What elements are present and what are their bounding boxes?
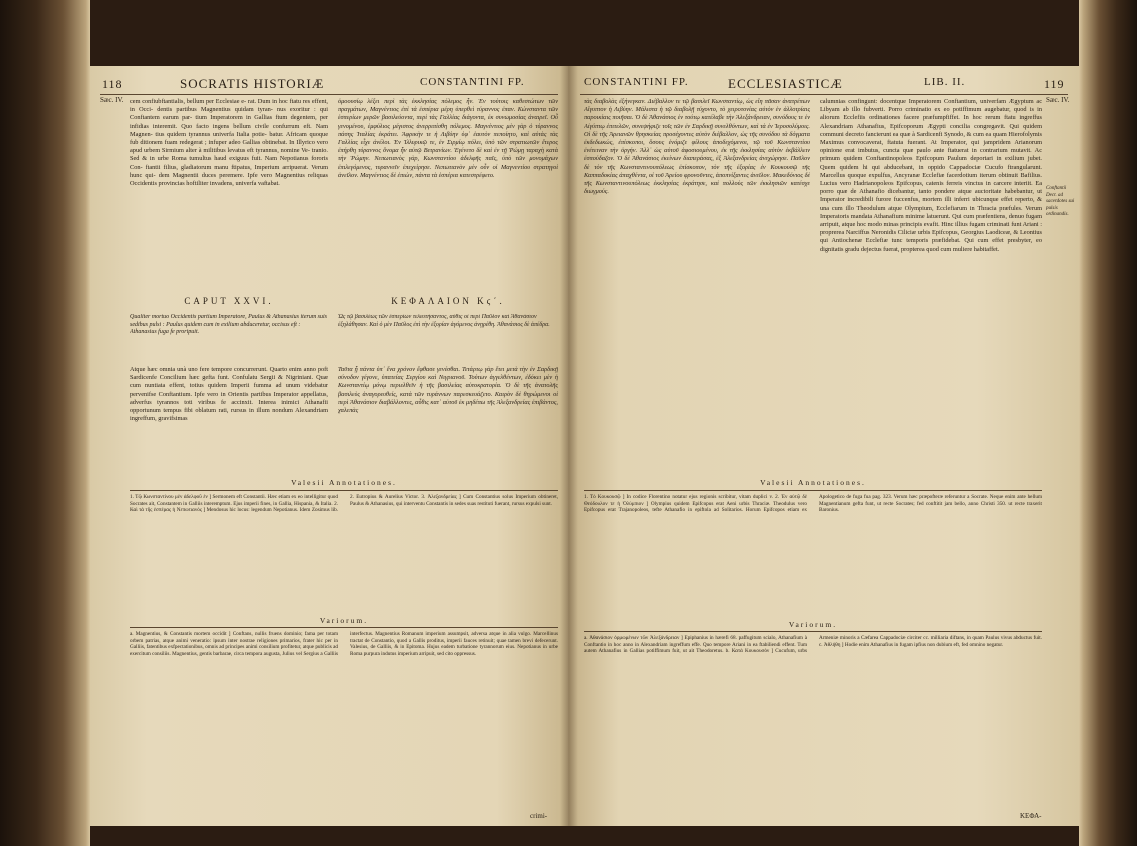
right-running-head-book: LIB. II.: [924, 76, 966, 88]
variorum-rule-right: [584, 631, 1042, 632]
left-page-stack-edge: [0, 0, 90, 846]
margin-note: Sæc. IV.: [100, 96, 124, 104]
left-page: [90, 66, 568, 826]
annotations-text-right: 1. Τὸ Κουκουσῷ ] In codice Florentino notatur ejus regionis scribitur, vitam duplici v. 2. Ἐν αὐτῷ δὲ Θεόδουλον τε ἡ Ὀλύμπιον ] Olympius quidem Epifcopus erat Aeni urbis Thraciæ. Theodulus vero Epifcopus erat Trajanopoleos, tefte Athanafio in epiftola ad Solitarios. Horum Epifcopos etiam ex Apologetico de fuga fua pag. 323. Verum hæc præpofteræ referuntur a Socrate. Neque enim ante hellum Magnentianum gefta funt, ut recte Socrates; fed conftitit jam bello, anno Christi 350. ut recte traxerit Baronius.: [584, 494, 1042, 514]
chapter-summary-latin: Qualiter mortuo Occidentis partium Imperatore, Paulus & Athanasius iterum suis sedibus pulsi : Paulus quidem cum in exilium abduceretur, occisus eft : Athanasius fuga fe proripuit.: [130, 314, 327, 336]
greek-column: τὰς διαβολὰς ἐξήνεγκαν. Διέβαλλον τε τῷ βασιλεῖ Κωνσταντίῳ, ὡς εἴη πᾶσαν ἀνατρέπων Αἴγυπτον ἡ Λιβύην. Μάλιστα ἡ τῷ διαβολῇ τύχοντο, τὸ χειροτονίας αὐτὸν ἐν ἀλλοτρίαις παροικίαις ποιῆσαι. Ὁ δὲ Ἀθανάσιος ἐν τούτῳ κατέλαβε τὴν Ἀλεξάνδρειαν, συνόδους τε ἐν Αἰγύπτῳ ἐπιτελῶν, συνεψήφιζε τοῖς τῶν ἐν Σαρδικῇ συνελθόντων, καὶ τὰ ἐν Ἱεροσολύμοις. Οἱ δὲ τῆς Ἀρειανῶν θρησκείας προσέχοντες αὐτὸν διέβαλλον, ὡς τῆς συνόδου τὰ δόγματα ἐκδεδωκώς, ἐπίσκοποι, ὅσους ἐνόμιζε φίλους ἀποδεχόμενοι, τῷ τοῦ Κωνσταντίου ἐνέτειναν τὴν ὀργήν. Ἀλλ᾽ ὡς αὐτοῦ ἀφοσιουμένου, ἐκ τῆς ἐκκλησίας αὐτὸν ἐκβάλλειν ἐσπούδαζον. Ὁ δὲ Ἀθανάσιος ἐκείνων διαπεράσας, ἐξ Ἀλεξανδρείας ἀνεχώρησε. Παῦλον δὲ τὸν τῆς Κωνσταντινουπόλεως ἐπίσκοπον, τὸν τῆς ἐξορίας ἐν Κουκουσῷ τῆς Καππαδοκίας ἀπαχθέντα, οἱ τοῦ Ἀρείου φρονοῦντες, ἀποπνίξαντες ἀνεῖλον. Μακεδόνιος δὲ τῆς Κωνσταντινουπόλεως ἐκκλησίας ἐκράτησε, καὶ πολλοὺς τῶν ἐκκλησιῶν κατέσχε διωγμούς.: [584, 98, 810, 196]
annotations-rule: [130, 490, 558, 491]
catch-word-right: ΚΕΦΑ-: [1020, 812, 1042, 820]
right-page: [568, 66, 1079, 826]
greek-column-bottom: Ταῦτα ᾗ πάντα ὑπ᾽ ἕνα χρόνον ἔφθασε γενέσθαι. Τετάρτῳ γὰρ ἔτει μετὰ τὴν ἐν Σαρδικῇ σύνοδον γέγονε, ὑπατείας Σεργίου καὶ Νιγριανοῦ. Τούτων ἀγγελθέντων, ἐδόκει μὲν ἡ Κωνσταντίῳ μόνῳ περιελθεῖν ἡ τῆς βασιλείας αὐτοκρατορία. Ὁ δὲ τῆς ἀνατολῆς βασιλεὺς ἀναγορευθείς, κατὰ τῶν τυράννων παρεσκευάζετο. Καιρὸν δὲ θηρώμενοι οἱ περὶ Ἀθανάσιον διαβάλλοντες, αὖθις κατ᾽ αὐτοῦ ἐκ μηδέπω τῆς Ἀλεξανδρείας ἐπιβάντος, χαλεπὰς: [338, 366, 558, 415]
annotations-title-right: Valesii Annotationes.: [760, 478, 866, 487]
catch-word: crimi-: [530, 812, 548, 820]
left-page-number: 118: [102, 77, 123, 91]
margin-note-right: Sæc. IV.: [1046, 96, 1070, 104]
variorum-text-right: a. Ἀθανάσιον ὁρμωμένων τῶν Ἀλεξάνδρειαν ] Epiphanius in hærefi 68. paffugitum scialo, Athanafium à Conftantio in hoc anno in Alexandriam ingreffum effe. Quo tempore Ariani in ea ftabiliendi effent. Tum autem Athanafius in Gallias potiffimum fuit, ut ait Theodoretus. b. Κατὰ Κουκουσὸν ] Cucufum, urbs Armeniæ minoris a Cæfarea Cappadociæ circiter cc. milliaria diftans, in quam Paulus vivus abductus fuit. c. Ἀθλήθη ] Hodie enim Athanafius in fugam ipfius non dubium eft, fed omnino negatur.: [584, 635, 1042, 655]
latin-column: calumnias confingunt: docentque Imperatorem Conftantium, univerfam Ægyptum ac Libyam ab illo fubverti. Porro criminatio ex eo potiffimum augebatur, quod is in aliorum Ecclefiis ordinationes facere præfumpfiffet. In hoc rerum ftatu ingreffus Alexandriam Athanafius, Epifcoporum Ægypti concilia congregavit. Qui quidem communi decreto fancierunt ea quæ à Sardicenfi Synodo, & cum ea quam Hierofolymis Maximus convocaverat, ftatuta fuerant. At Imperator, qui jampridem Arianorum opinione erat imbutus, cuncta quæ paulo ante ftatuerat in contrarium mutavit. Ac primum quidem Conftantinopoleos Epifcopum Paulum deportari in exilium jubet. Quem quidem hi qui abducebant, in oppido Cappadociæ Cucufo ftrangularunt. Marcellus quoque expulfus, Ancyranæ Ecclefiæ facerdotium iterum obtinuit Bafilius. Lucius vero Hadrianopoleos Epifcopus, catenis ferreis vinctus in carcere interiit. Ea porro quæ de Athanafio dicebantur, tanto pondere atque auctoritate habebantur, ut Imperator incredibili furore fuccenfus, mortem illi inferri ubicunque effet reperto, & una cum illo Theodulum atque Olympium, Ecclefiarum in Thracia præfules. Verum Imperatoris mandata Athanafium minime latuerunt. Qui cum præfentiens, denuo fugam arripuit, atque hoc modo minas principis evafit. Hinc illius fugam criminati funt Ariani : proprerea Narciffus Neronidis Ciliciæ urbis Epifcopus, Georgius Laodiceæ, & Leontius qui Antiochenæ Ecclefiæ tunc temporis præfidebat. Qui cum effet presbyter, eo dignitatis gradu dejectus fuerat, propterea quod cum muliere habitaffet.: [820, 98, 1042, 253]
right-running-head-left: CONSTANTINI FP.: [584, 76, 689, 88]
variorum-rule: [130, 627, 558, 628]
book-gutter: [560, 66, 578, 826]
variorum-text: a. Magnentius, & Constantis mortem occidit ] Conftans, nullis fruens dominio; fama per totam orbem patrias, atque animi veneratio: ipsum inter nostrae religiones primarios, frater hic per in Galliis, fatentibus exfpectationibus, omnis ad principes animi consilium profitetur, atque publicis ad exercitum consiliis. Magnentius, gentis barbarae, circa tempora augusta, Julius vel Sergius a Galliis interfectus. Magnentius Romanum imperium assumpsit, adversa atque in alia vulgo. Marcellinus tractat de Constantio, quod a Gallis proditus, imperii fauces retinuit; quae tamen brevi defecerunt. Valesius, de Galliis, & in Epitoma. Hujus eadem turbatione tyrannorum eius. Nepotianus in urbe Roma purpura indutus imperium arripuit, sed cito oppressus.: [130, 631, 558, 657]
margin-note-right-2: Conftantii Decr. ad sacerdotes sui pulsis ordinandis.: [1046, 186, 1075, 217]
annotations-rule-right: [584, 490, 1042, 491]
annotations-text: 1. Τῷ Κωνσταντίνου μὲν ἀδελφοῦ ἐν ] Sermonem eft Constantii. Hæc etiam ex eo intelligitur quod Socrates ait, Constantem in Galliis interemptum. Ejus imperii fines, in Gallia, Hispania, & Italia. 2. Καὶ τὰ τῆς ἑσπέρας ἡ Νεπωτιανὸς ] Mendosus hic locus: legendum Nepotianus. Idem Zosimus lib. 2. Eutropius & Aurelius Victor. 3. Ἀλεξανδρείας ] Cum Constantius solus Imperium obtineret, Paulus & Athanasius, qui interventu Constantis in sedes suas restituti fuerant, rursus expulsi sunt.: [130, 494, 558, 514]
left-running-head: SOCRATIS HISTORIÆ: [180, 76, 325, 91]
left-running-head-right: CONSTANTINI FP.: [420, 76, 525, 88]
variorum-title-right: Variorum.: [788, 620, 838, 629]
right-running-head: ECCLESIASTICÆ: [728, 76, 843, 91]
header-rule: [100, 94, 558, 95]
chapter-heading-greek: ΚΕΦΑΛΑΙΟΝ Κϛ΄.: [391, 296, 505, 306]
latin-column-bottom: Atque hæc omnia unà uno fere tempore concurrerunt. Quarto enim anno poft Sardicenfe Concilium hæc gefta funt. Confulatu Sergii & Nigriniani. Quæ cum nuntiata effent, totius quidem Imperii fumma ad unum videbatur pervenifse Conftantium. Ipfe vero in Orientis partibus Imperator appellatus, adverfus tyrannos toti viribus fe accinxit. Interea inimici Athanafii opportunum tempus fibi oblatum rati, rursus in illum nondum Alexandriam ingreffum, gravifsimas: [130, 366, 328, 423]
annotations-title: Valesii Annotationes.: [291, 478, 397, 487]
variorum-title: Variorum.: [319, 616, 369, 625]
chapter-summary-greek: Ὡς τῷ βασιλέως τῶν ἑσπερίων τελευτήσαντος, αὖθις οἱ περὶ Παῦλον καὶ Ἀθανάσιον ἐξηλάθησαν. Καὶ ὁ μὲν Παῦλος ἐπὶ τὴν ἐξορίαν ἀγόμενος ἀνῃρέθη. Ἀθανάσιος δὲ ἀπέδρα.: [338, 314, 550, 328]
right-page-stack-edge: [1079, 0, 1137, 846]
chapter-heading-latin: CAPUT XXVI.: [184, 296, 274, 306]
greek-column-top: ὁμοουσίῳ λέξει περὶ τὰς ἐκκλησίας πόλεμος ἦν. Ἐν τούτοις καθεστώτων τῶν πραγμάτων, Μαγνέντιος ἐπὶ τὰ ἑσπέρια μέρη ὑπερθεὶ τύραννος ἐπαν. Κώνσταντα τῶν ἑσπερίων μερῶν βασιλεύοντα, περὶ τὰς Γαλλίας διάγοντα, ἐκ συνωμοσίας ἀναιρεῖ. Οὗ γενομένου, ἐμφύλιος μέγιστος ἀνερριπίσθη πόλεμος. Μαγνέντιος μὲν γὰρ ὁ τύραννος πάσης Ἰταλίας ἐκράτει. Ἀφρικὴν τε ἡ Λιβύην ὑφ᾽ ἑαυτὸν πεποίητο, καὶ αὐτὰς τὰς Γαλλίας εἶχε ἀνέλοι. Ἐν Ἰλλυρικῷ τε, ἐν Σιρμίῳ πόλει, ὑπὸ τῶν στρατιωτῶν ἕτερος ἐπήρθη τύραννος ὄνομα ἦν αὐτῷ Βετρανίων. Ἐγένετο δὲ καὶ ἐν τῇ Ῥώμῃ ταραχὴ κατὰ τὴν Ῥώμην. Νεπωτιανὸς γὰρ, Κωνσταντίου ἀδελφῆς παῖς, ὑπὸ τῶν μονομάχων ἐπιλεγόμενος, τυραννεῖν ἐπεχείρησε. Νεπωτιανὸν μὲν οὖν οἱ Μαγνεντίου στρατηγοὶ ἀνεῖλον. Μαγνέντιος δὲ ἐπιὼν, πάντα τὰ ἑσπέρια κατεστρέφετο.: [338, 98, 558, 179]
right-page-number: 119: [1044, 77, 1065, 91]
header-rule-right: [580, 94, 1068, 95]
latin-column-top: cem confiubftantialis, bellum per Ecclesiae e- rat. Dum in hoc ftatu res effent, in Occi- dentis partibus Magnentius quidam tyran- nus exoritur : qui Conftantem earum par- tium Imperatorem in Gallias ftum degentem, per infidias interemit. Quo facto ingens bellum civile confurrum eft. Nam Magnen- tius quidem tyrannus univerfa Italia potie- batur. Africam quoque fub ditionem fuam redegerat ; infuper adeo Gallias obtinebat. In Illyrico vero apud urbem Sirmium alter à militibus levatus eft tyrannus, nomine Ve- tranio. Sed & in urbe Roma tumultus haud exiguus fuit. Nam Nepotianus fororis Con- ftantii filius, gladiatorum manu ftipatus, Imperium arripuerat. Verum hunc qui- dem Magnentii duces peremere. Ipfe vero Magnentius reliquas Occidentis provincias hoftiliter invadens, univerfa vaftabat.: [130, 98, 328, 188]
